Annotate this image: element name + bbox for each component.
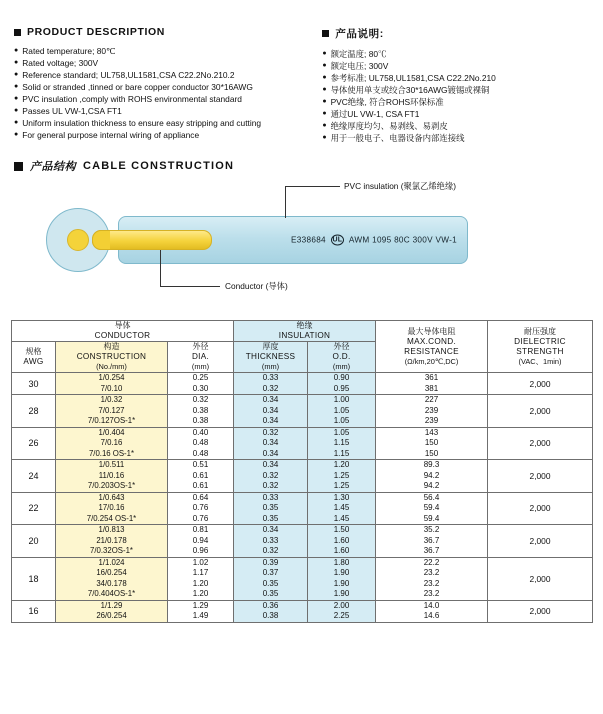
description-column-chinese (308, 26, 589, 144)
cell-dielectric-strength (488, 600, 593, 622)
cell-line: 0.48 (192, 438, 209, 447)
round-bullet-icon: ● (322, 110, 327, 117)
label-conductor: Conductor (导体) (225, 281, 288, 291)
cell-line: 56.4 (423, 492, 440, 502)
cell-outer-diameter (308, 600, 376, 622)
cell-dielectric-strength (488, 492, 593, 525)
cell-awg (12, 460, 56, 493)
cell-line: 2,000 (529, 573, 551, 584)
cell-line: 24 (28, 470, 39, 481)
cell-line: 1.80 (333, 557, 350, 567)
cell-conductor-diameter (168, 395, 234, 428)
table-row (12, 525, 593, 558)
cell-line: 0.33 (262, 535, 279, 545)
cell-conductor-diameter (168, 557, 234, 600)
header-awg: 规格 AWG (12, 342, 56, 373)
conductor-tip (92, 230, 110, 250)
cell-dielectric-strength (488, 427, 593, 460)
round-bullet-icon: ● (322, 134, 327, 141)
cell-line: 28 (28, 405, 39, 416)
cell-outer-diameter (308, 460, 376, 493)
exposed-conductor (92, 230, 212, 250)
title-text: 产品说明: (335, 28, 384, 40)
cell-line: 0.34 (262, 395, 279, 404)
cell-line: 0.61 (192, 481, 209, 490)
cell-conductor-diameter (168, 492, 234, 525)
cell-line: 0.38 (262, 611, 279, 620)
header-construction: 构造 CONSTRUCTION (No./mm) (56, 342, 168, 373)
cell-line: 7/0.254 OS-1* (86, 513, 137, 523)
cell-line: 1.50 (333, 525, 350, 534)
cell-awg (12, 427, 56, 460)
header-conductor-group: 导体 CONDUCTOR (12, 321, 234, 342)
cell-line: 0.96 (192, 546, 209, 555)
leader-line-insulation-vertical (285, 186, 286, 218)
cell-line: 30 (28, 378, 39, 389)
cell-line: 150 (424, 438, 439, 447)
cell-construction (56, 460, 168, 493)
header-insulation-group: 绝缘 INSULATION (234, 321, 376, 342)
cell-conductor-diameter (168, 460, 234, 493)
cell-dielectric-strength (488, 373, 593, 395)
cell-conductor-diameter (168, 427, 234, 460)
cell-line: 0.40 (192, 427, 209, 437)
description-list-en (14, 45, 294, 141)
header-outer-diameter: 外径 O.D. (mm) (308, 342, 376, 373)
round-bullet-icon: ● (14, 47, 19, 54)
cell-conductor-diameter (168, 525, 234, 558)
round-bullet-icon: ● (14, 95, 19, 102)
cell-line: 0.36 (262, 600, 279, 610)
cell-line: 2.25 (333, 611, 350, 620)
cell-line: 150 (424, 448, 439, 458)
leader-line-conductor-horizontal (160, 286, 220, 287)
cell-line: 2,000 (529, 378, 551, 389)
cell-line: 1.60 (333, 546, 350, 555)
cell-line: 0.33 (262, 492, 279, 502)
cell-line: 0.32 (262, 546, 279, 555)
description-list-cn (322, 48, 589, 144)
cell-line: 7/0.16 OS-1* (88, 448, 135, 458)
cell-line: 0.32 (192, 395, 209, 404)
cell-line: 1/0.32 (100, 395, 123, 404)
cell-line: 0.32 (262, 470, 279, 480)
cell-line: 94.2 (423, 481, 440, 490)
cell-line: 1/1.29 (100, 600, 123, 610)
cell-line: 1/0.643 (98, 492, 125, 502)
round-bullet-icon: ● (322, 98, 327, 105)
cell-line: 2,000 (529, 405, 551, 416)
cell-line: 0.35 (262, 503, 279, 512)
cell-line: 0.94 (192, 535, 209, 545)
cell-construction (56, 557, 168, 600)
heading-text-cn: 产品结构 (30, 161, 76, 173)
cell-line: 361 (424, 373, 439, 382)
cell-line: 1/0.813 (98, 525, 125, 534)
cell-line: 23.2 (423, 578, 440, 588)
list-item: ● Uniform insulation thickness to ensure easy stripping and cutting (14, 118, 262, 128)
cell-outer-diameter (308, 525, 376, 558)
cell-awg (12, 557, 56, 600)
cell-awg (12, 600, 56, 622)
table-row (12, 557, 593, 600)
cell-resistance (376, 525, 488, 558)
cell-line: 1.15 (333, 438, 350, 447)
cell-line: 1/0.511 (98, 460, 125, 469)
cell-insulation-thickness (234, 600, 308, 622)
list-item: ● 参考标准; UL758,UL1581,CSA C22.2No.210 (322, 73, 496, 83)
round-bullet-icon: ● (14, 59, 19, 66)
header-conductor-diameter: 外径 DIA. (mm) (168, 342, 234, 373)
cell-line: 34/0.178 (96, 578, 127, 588)
cell-line: 0.34 (262, 416, 279, 425)
cell-resistance (376, 427, 488, 460)
conductor-core (67, 229, 89, 251)
table-body (12, 373, 593, 623)
cell-line: 0.38 (192, 416, 209, 425)
cell-line: 2,000 (529, 438, 551, 449)
cell-line: 1/1.024 (98, 557, 125, 567)
table-row (12, 395, 593, 428)
cell-line: 0.34 (262, 460, 279, 469)
cell-line: 2.00 (333, 600, 350, 610)
round-bullet-icon: ● (14, 107, 19, 114)
product-description-section (0, 0, 603, 144)
specification-table (11, 320, 593, 623)
table-row (12, 460, 593, 493)
cell-line: 18 (28, 573, 39, 584)
cell-dielectric-strength (488, 557, 593, 600)
list-item: ● 通过UL VW-1, CSA FT1 (322, 109, 420, 119)
list-item: ● Reference standard; UL758,UL1581,CSA C22.2No.210.2 (14, 70, 235, 80)
cell-line: 0.30 (192, 383, 209, 393)
cell-line: 0.38 (192, 405, 209, 415)
cell-conductor-diameter (168, 600, 234, 622)
list-item: ● 额定电压; 300V (322, 61, 389, 71)
cell-resistance (376, 492, 488, 525)
header-dielectric-strength: 耐压强度 DIELECTRIC STRENGTH (VAC、1min) (488, 321, 593, 373)
cell-line: 7/0.404OS-1* (87, 589, 136, 598)
cell-insulation-thickness (234, 557, 308, 600)
cell-line: 1.49 (192, 611, 209, 620)
cell-outer-diameter (308, 557, 376, 600)
ul-file-number: E338684 (291, 235, 326, 245)
cell-outer-diameter (308, 427, 376, 460)
round-bullet-icon: ● (322, 74, 327, 81)
cell-line: 1.45 (333, 513, 350, 523)
list-item: ● Solid or stranded ,tinned or bare copper conductor 30*16AWG (14, 82, 253, 92)
header-resistance: 最大导体电阻 MAX.COND. RESISTANCE (Ω/km,20℃,DC) (376, 321, 488, 373)
cell-line: 7/0.127OS-1* (87, 416, 136, 425)
cell-line: 1.05 (333, 405, 350, 415)
cell-awg (12, 373, 56, 395)
cell-line: 1.60 (333, 535, 350, 545)
cell-resistance (376, 460, 488, 493)
cell-resistance (376, 600, 488, 622)
cell-dielectric-strength (488, 395, 593, 428)
list-item: ● Rated voltage; 300V (14, 58, 99, 68)
cell-line: 0.51 (192, 460, 209, 469)
round-bullet-icon: ● (322, 62, 327, 69)
cell-awg (12, 395, 56, 428)
cell-awg (12, 525, 56, 558)
round-bullet-icon: ● (14, 83, 19, 90)
cell-line: 0.32 (262, 481, 279, 490)
product-description-title-en (14, 26, 294, 38)
cell-line: 0.25 (192, 373, 209, 382)
cell-construction (56, 492, 168, 525)
cell-line: 23.2 (423, 568, 440, 577)
cell-line: 1.20 (192, 578, 209, 588)
cell-line: 1.00 (333, 395, 350, 404)
cell-line: 36.7 (423, 535, 440, 545)
cell-insulation-thickness (234, 460, 308, 493)
cell-line: 59.4 (423, 503, 440, 512)
cell-line: 2,000 (529, 535, 551, 546)
cell-outer-diameter (308, 492, 376, 525)
cell-resistance (376, 373, 488, 395)
cell-line: 0.90 (333, 373, 350, 382)
cell-line: 1.25 (333, 470, 350, 480)
cell-line: 0.81 (192, 525, 209, 534)
cell-outer-diameter (308, 373, 376, 395)
cell-line: 2,000 (529, 606, 551, 616)
cell-construction (56, 427, 168, 460)
cell-line: 1.90 (333, 568, 350, 577)
print-spec-text: AWM 1095 80C 300V VW-1 (348, 235, 457, 245)
square-bullet-icon (14, 162, 23, 171)
cable-construction-heading (0, 144, 603, 174)
cell-insulation-thickness (234, 395, 308, 428)
cell-line: 0.34 (262, 438, 279, 447)
list-item: ● For general purpose internal wiring of appliance (14, 130, 200, 140)
heading-text-en: CABLE CONSTRUCTION (83, 160, 235, 172)
cell-line: 11/0.16 (98, 470, 125, 480)
cell-construction (56, 395, 168, 428)
label-insulation: PVC insulation (聚氯乙烯绝缘) (344, 181, 457, 191)
cell-line: 1.17 (192, 568, 209, 577)
cell-line: 0.61 (192, 470, 209, 480)
list-item: ● 额定温度; 80℃ (322, 49, 387, 59)
cell-line: 0.35 (262, 589, 279, 598)
round-bullet-icon: ● (14, 71, 19, 78)
cell-dielectric-strength (488, 525, 593, 558)
cell-line: 143 (424, 427, 439, 437)
cell-line: 36.7 (423, 546, 440, 555)
cell-outer-diameter (308, 395, 376, 428)
cell-resistance (376, 395, 488, 428)
cell-line: 0.64 (192, 492, 209, 502)
cell-line: 0.39 (262, 557, 279, 567)
square-bullet-icon (14, 29, 21, 36)
cell-line: 35.2 (423, 525, 440, 534)
list-item: ● PVC绝缘, 符合ROHS环保标准 (322, 97, 444, 107)
cell-awg (12, 492, 56, 525)
cell-line: 7/0.203OS-1* (87, 481, 136, 490)
cell-line: 0.32 (262, 427, 279, 437)
header-insulation-thickness: 厚度 THICKNESS (mm) (234, 342, 308, 373)
list-item: ● PVC insulation ,comply with ROHS environmental standard (14, 94, 242, 104)
cell-construction (56, 525, 168, 558)
cell-construction (56, 373, 168, 395)
specification-table-wrapper (0, 316, 603, 623)
cell-line: 1/0.404 (98, 427, 125, 437)
leader-line-insulation-horizontal (285, 186, 340, 187)
cell-line: 16 (28, 606, 39, 616)
cell-insulation-thickness (234, 525, 308, 558)
cell-line: 2,000 (529, 470, 551, 481)
cell-line: 0.35 (262, 513, 279, 523)
cell-line: 381 (424, 383, 439, 393)
table-header (12, 321, 593, 373)
cell-line: 7/0.16 (100, 438, 123, 447)
cell-line: 227 (424, 395, 439, 404)
list-item: ● Passes UL VW-1,CSA FT1 (14, 106, 122, 116)
table-row (12, 600, 593, 622)
round-bullet-icon: ● (14, 119, 19, 126)
cell-line: 0.48 (192, 448, 209, 458)
cell-line: 7/0.32OS-1* (90, 546, 133, 555)
cell-line: 1.25 (333, 481, 350, 490)
cell-line: 0.35 (262, 578, 279, 588)
cell-line: 1.29 (192, 600, 209, 610)
cell-line: 22.2 (423, 557, 440, 567)
round-bullet-icon: ● (322, 122, 327, 129)
cell-line: 0.32 (262, 383, 279, 393)
cell-line: 7/0.127 (98, 405, 125, 415)
cell-line: 23.2 (423, 589, 440, 598)
cell-line: 0.76 (192, 513, 209, 523)
cell-line: 0.34 (262, 405, 279, 415)
cell-insulation-thickness (234, 427, 308, 460)
ul-logo-icon: UL (332, 236, 343, 244)
round-bullet-icon: ● (322, 86, 327, 93)
list-item: ● Rated temperature; 80℃ (14, 46, 116, 56)
cell-line: 0.37 (262, 568, 279, 577)
cell-line: 21/0.178 (96, 535, 127, 545)
cell-dielectric-strength (488, 460, 593, 493)
cell-line: 1.05 (333, 416, 350, 425)
leader-line-conductor-vertical (160, 250, 161, 286)
cell-line: 94.2 (423, 470, 440, 480)
cell-line: 239 (424, 405, 439, 415)
cell-line: 1.45 (333, 503, 350, 512)
description-column-english (14, 26, 294, 144)
cell-line: 1.15 (333, 448, 350, 458)
cell-line: 0.95 (333, 383, 350, 393)
square-bullet-icon (322, 30, 329, 37)
cell-line: 2,000 (529, 503, 551, 514)
cell-insulation-thickness (234, 492, 308, 525)
cell-line: 14.6 (423, 611, 440, 620)
cell-insulation-thickness (234, 373, 308, 395)
cell-line: 14.0 (423, 600, 440, 610)
table-row (12, 427, 593, 460)
cell-line: 22 (28, 503, 39, 514)
cell-line: 0.76 (192, 503, 209, 512)
title-text: PRODUCT DESCRIPTION (27, 26, 165, 38)
cell-line: 0.33 (262, 373, 279, 382)
table-row (12, 492, 593, 525)
cell-line: 1.05 (333, 427, 350, 437)
cell-line: 1.02 (192, 557, 209, 567)
round-bullet-icon: ● (322, 50, 327, 57)
cell-line: 89.3 (423, 460, 440, 469)
cell-resistance (376, 557, 488, 600)
round-bullet-icon: ● (14, 131, 19, 138)
cell-line: 16/0.254 (96, 568, 127, 577)
cell-line: 0.34 (262, 525, 279, 534)
cell-line: 1.30 (333, 492, 350, 502)
cell-line: 1/0.254 (98, 373, 125, 382)
cell-line: 17/0.16 (98, 503, 125, 512)
table-header-group-row (12, 321, 593, 342)
cell-line: 59.4 (423, 513, 440, 523)
table-row (12, 373, 593, 395)
cell-conductor-diameter (168, 373, 234, 395)
cell-line: 1.90 (333, 578, 350, 588)
cell-line: 1.20 (333, 460, 350, 469)
cell-line: 1.90 (333, 589, 350, 598)
cell-construction (56, 600, 168, 622)
cell-line: 26 (28, 438, 39, 449)
cell-line: 20 (28, 535, 39, 546)
cable-diagram (0, 176, 603, 316)
cell-line: 7/0.10 (100, 383, 123, 393)
cable-print-text (291, 235, 457, 246)
list-item: ● 导体使用单支或绞合30*16AWG镀锡或裸铜 (322, 85, 490, 95)
cell-line: 0.34 (262, 448, 279, 458)
cell-line: 239 (424, 416, 439, 425)
product-description-title-cn (322, 26, 589, 41)
list-item: ● 绝缘厚度均匀、易剥线、易剥皮 (322, 121, 448, 131)
cell-line: 1.20 (192, 589, 209, 598)
list-item: ● 用于一般电子、电器设备内部连接线 (322, 133, 465, 143)
cell-line: 26/0.254 (96, 611, 127, 620)
